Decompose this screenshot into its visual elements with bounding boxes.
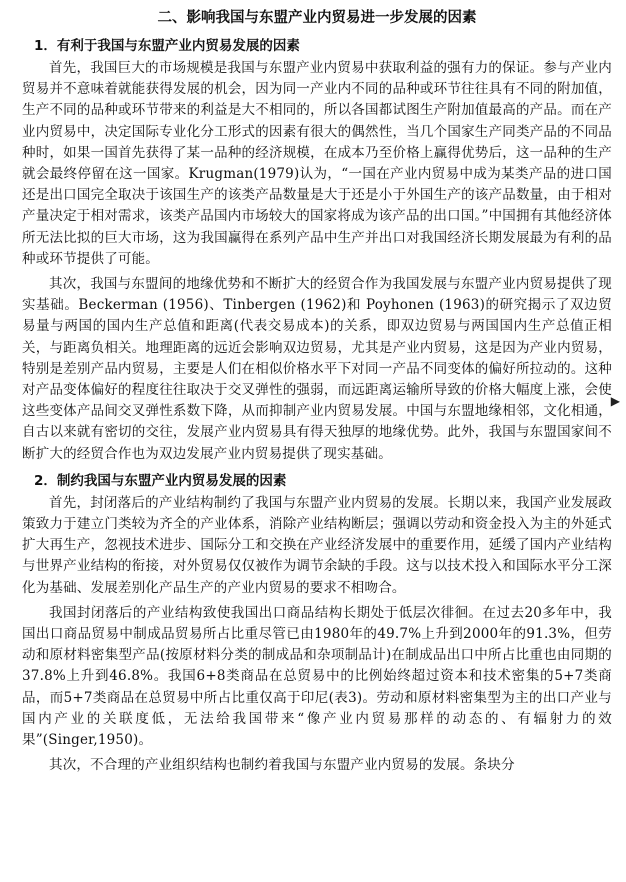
paragraph: 其次，不合理的产业组织结构也制约着我国与东盟产业内贸易的发展。条块分 (49, 757, 515, 774)
paragraph: 首先，我国巨大的市场规模是我国与东盟产业内贸易中获取利益的强有力的保证。参与产业内贸易并不意味着就能获得发展的机会，因为同一产业内不同的品种或环节往往具有不同的附加值，生产不同的品种或环节带来的利益是大不相同的，所以各国都试图生产附加值最高的产品。而在产业内贸易中，决定国际专业化分工形式的因素有很大的偶然性，当几个国家生产同类产品的不同品种时，如果一国首先获得了某一品种的经济规模，在成本乃至价格上赢得优势后，这一品种的生产就会最终停留在这一国家。Krugman(1979)认为，“一国在产业内贸易中成为某类产品的进口国还是出口国完全取决于该国生产的该类产品数量是大于还是小于外国生产的该产品数量，由于相对产量决定于相对需求，该类产品国内市场较大的国家将成为该产品的出口国。”中国拥有其他经济体所无法比拟的巨大市场，这为我国赢得在系列产品中生产并出口对我国经济长期发展最为有利的品种或环节提供了可能。 (22, 60, 612, 267)
page-title: 二、影响我国与东盟产业内贸易进一步发展的因素 (157, 10, 477, 26)
paragraph: 首先，封闭落后的产业结构制约了我国与东盟产业内贸易的发展。长期以来，我国产业发展政策致力于建立门类较为齐全的产业体系，消除产业结构断层；强调以劳动和资金投入为主的外延式扩大再生产，忽视技术进步、国际分工和交换在产业经济发展中的重要作用，延缓了国内产业结构与世界产业结构的衔接，对外贸易仅仅被作为调节余缺的手段。这与以技术投入和国际水平分工深化为基础、发展差别化产品生产的产业内贸易的要求不相吻合。 (22, 494, 612, 596)
paragraph: 我国封闭落后的产业结构致使我国出口商品结构长期处于低层次徘徊。在过去20多年中，我国出口商品贸易中制成品贸易所占比重尽管已由1980年的49.7%上升到2000年的91.3%，但劳动和原材料密集型产品(按原材料分类的制成品和杂项制品计)在制成品出口中所占比重也由同期的37.8%上升到46.8%。我国6+8类商品在总贸易中的比例始终超过资本和技术密集的5+7类商品，而5+7类商品在总贸易中所占比重仅高于印尼(表3)。劳动和原材料密集型为主的出口产业与国内产业的关联度低，无法给我国带来“像产业内贸易那样的动态的、有辐射力的效果”(Singer,1950)。 (22, 604, 612, 749)
paragraph: 其次，我国与东盟间的地缘优势和不断扩大的经贸合作为我国发展与东盟产业内贸易提供了现实基础。Beckerman (1956)、Tinbergen (1962)和 Poyhonen (1963)的研究揭示了双边贸易量与两国的国内生产总值和距离(代表交易成本)的关系，即双边贸易与两国国内生产总值正相关，与距离负相关。地理距离的远近会影响双边贸易，尤其是产业内贸易，这是因为产业内贸易，特别是差别产品内贸易，主要是人们在相似价格水平下对同一产品不同变体的偏好所拉动的。这种对产品变体偏好的程度往往取决于交叉弹性的强弱，而远距离运输所导致的价格大幅度上涨，会使这些变体产品间交叉弹性系数下降，从而抑制产业内贸易发展。中国与东盟地缘相邻，文化相通，自古以来就有密切的交往，发展产业内贸易具有得天独厚的地缘优势。此外，我国与东盟国家间不断扩大的经贸合作也为双边发展产业内贸易提供了现实基础。 (22, 276, 612, 462)
section-heading-2: 2．制约我国与东盟产业内贸易发展的因素 (34, 472, 287, 489)
section-heading-1: 1．有利于我国与东盟产业内贸易发展的因素 (34, 38, 300, 54)
margin-arrow-icon: ▶ (610, 394, 620, 408)
